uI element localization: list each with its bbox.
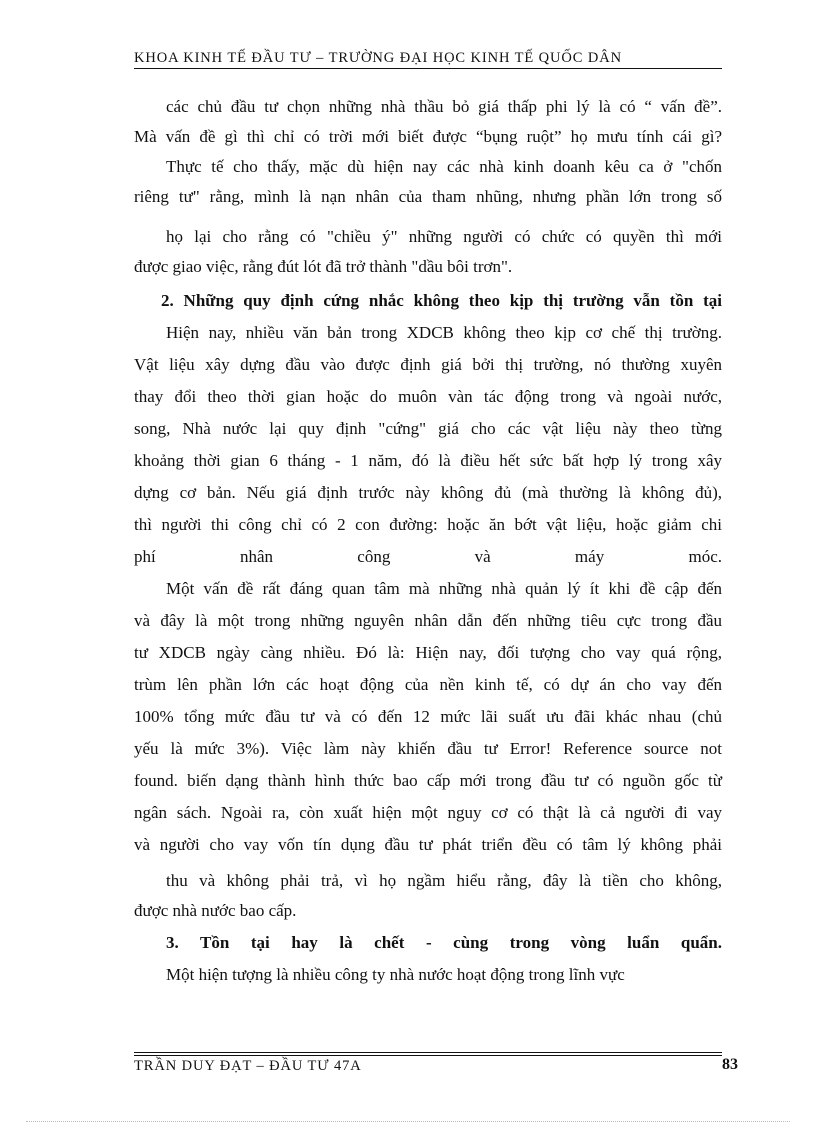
page-border	[26, 1121, 790, 1122]
text-line: Hiện nay, nhiều văn bản trong XDCB không theo kịp cơ chế thị trường.	[166, 323, 722, 342]
text-line: Mà vấn đề gì thì chỉ có trời mới biết được “bụng ruột” họ mưu tính cái gì?	[134, 127, 722, 146]
text-line: tư XDCB ngày càng nhiều. Đó là: Hiện nay, đối tượng cho vay quá rộng,	[134, 643, 722, 662]
text-line: Một vấn đề rất đáng quan tâm mà những nhà quản lý ít khi đề cập đến	[166, 579, 722, 598]
footer-rule	[134, 1052, 722, 1053]
text-line: 100% tổng mức đầu tư và có đến 12 mức lãi suất ưu đãi khác nhau (chủ	[134, 707, 722, 726]
text-line: thì người thi công chỉ có 2 con đường: hoặc ăn bớt vật liệu, hoặc giảm chi	[134, 515, 722, 534]
text-line: song, Nhà nước lại quy định "cứng" giá cho các vật liệu này theo từng	[134, 419, 722, 438]
text-line: ngân sách. Ngoài ra, còn xuất hiện một nguy cơ có thật là cả người đi vay	[134, 803, 722, 822]
text-line: thay đổi theo thời gian hoặc do muôn vàn tác động trong và ngoài nước,	[134, 387, 722, 406]
text-line: họ lại cho rằng có "chiều ý" những người có chức có quyền thì mới	[166, 227, 722, 246]
text-line: Một hiện tượng là nhiều công ty nhà nước hoạt động trong lĩnh vực	[166, 965, 625, 984]
text-line: khoảng thời gian 6 tháng - 1 năm, đó là điều hết sức bất hợp lý trong xây	[134, 451, 722, 470]
text-line: riêng tư" rằng, mình là nạn nhân của tham nhũng, nhưng phần lớn trong số	[134, 187, 722, 206]
text-line: phí nhân công và máy móc.	[134, 547, 722, 566]
text-line: dựng cơ bản. Nếu giá định trước này không đủ (mà thường là không đủ),	[134, 483, 722, 502]
text-line: được giao việc, rằng đút lót đã trở thành "dầu bôi trơn".	[134, 257, 513, 276]
text-line: được nhà nước bao cấp.	[134, 901, 297, 920]
text-line: found. biến dạng thành hình thức bao cấp mới trong đầu tư có nguồn gốc từ	[134, 771, 722, 790]
text-line: và đây là một trong những nguyên nhân dẫn đến những tiêu cực trong đầu	[134, 611, 722, 630]
header-rule	[134, 68, 722, 69]
text-line: thu và không phải trả, vì họ ngầm hiểu rằng, đây là tiền cho không,	[166, 871, 722, 890]
page-number: 83	[722, 1056, 738, 1073]
footer-rule	[134, 1055, 722, 1056]
section-heading-3: 3. Tồn tại hay là chết - cùng trong vòng luẩn quẩn.	[166, 933, 722, 952]
running-header: KHOA KINH TẾ ĐẦU TƯ – TRƯỜNG ĐẠI HỌC KINH TẾ QUỐC DÂN	[134, 50, 623, 66]
text-line: các chủ đầu tư chọn những nhà thầu bỏ giá thấp phi lý là có “ vấn đề”.	[166, 97, 722, 116]
footer-author: TRẦN DUY ĐẠT – ĐẦU TƯ 47A	[134, 1058, 362, 1074]
text-line: Vật liệu xây dựng đầu vào được định giá bởi thị trường, nó thường xuyên	[134, 355, 722, 374]
section-heading-2: 2. Những quy định cứng nhắc không theo kịp thị trường vẫn tồn tại	[161, 291, 722, 310]
text-line: yếu là mức 3%). Việc làm này khiến đầu tư Error! Reference source not	[134, 739, 722, 758]
text-line: trùm lên phần lớn các hoạt động của nền kinh tế, có dự án cho vay đến	[134, 675, 722, 694]
text-line: và người cho vay vốn tín dụng đầu tư phát triển đều có tâm lý không phải	[134, 835, 722, 854]
text-line: Thực tế cho thấy, mặc dù hiện nay các nhà kinh doanh kêu ca ở "chốn	[166, 157, 722, 176]
